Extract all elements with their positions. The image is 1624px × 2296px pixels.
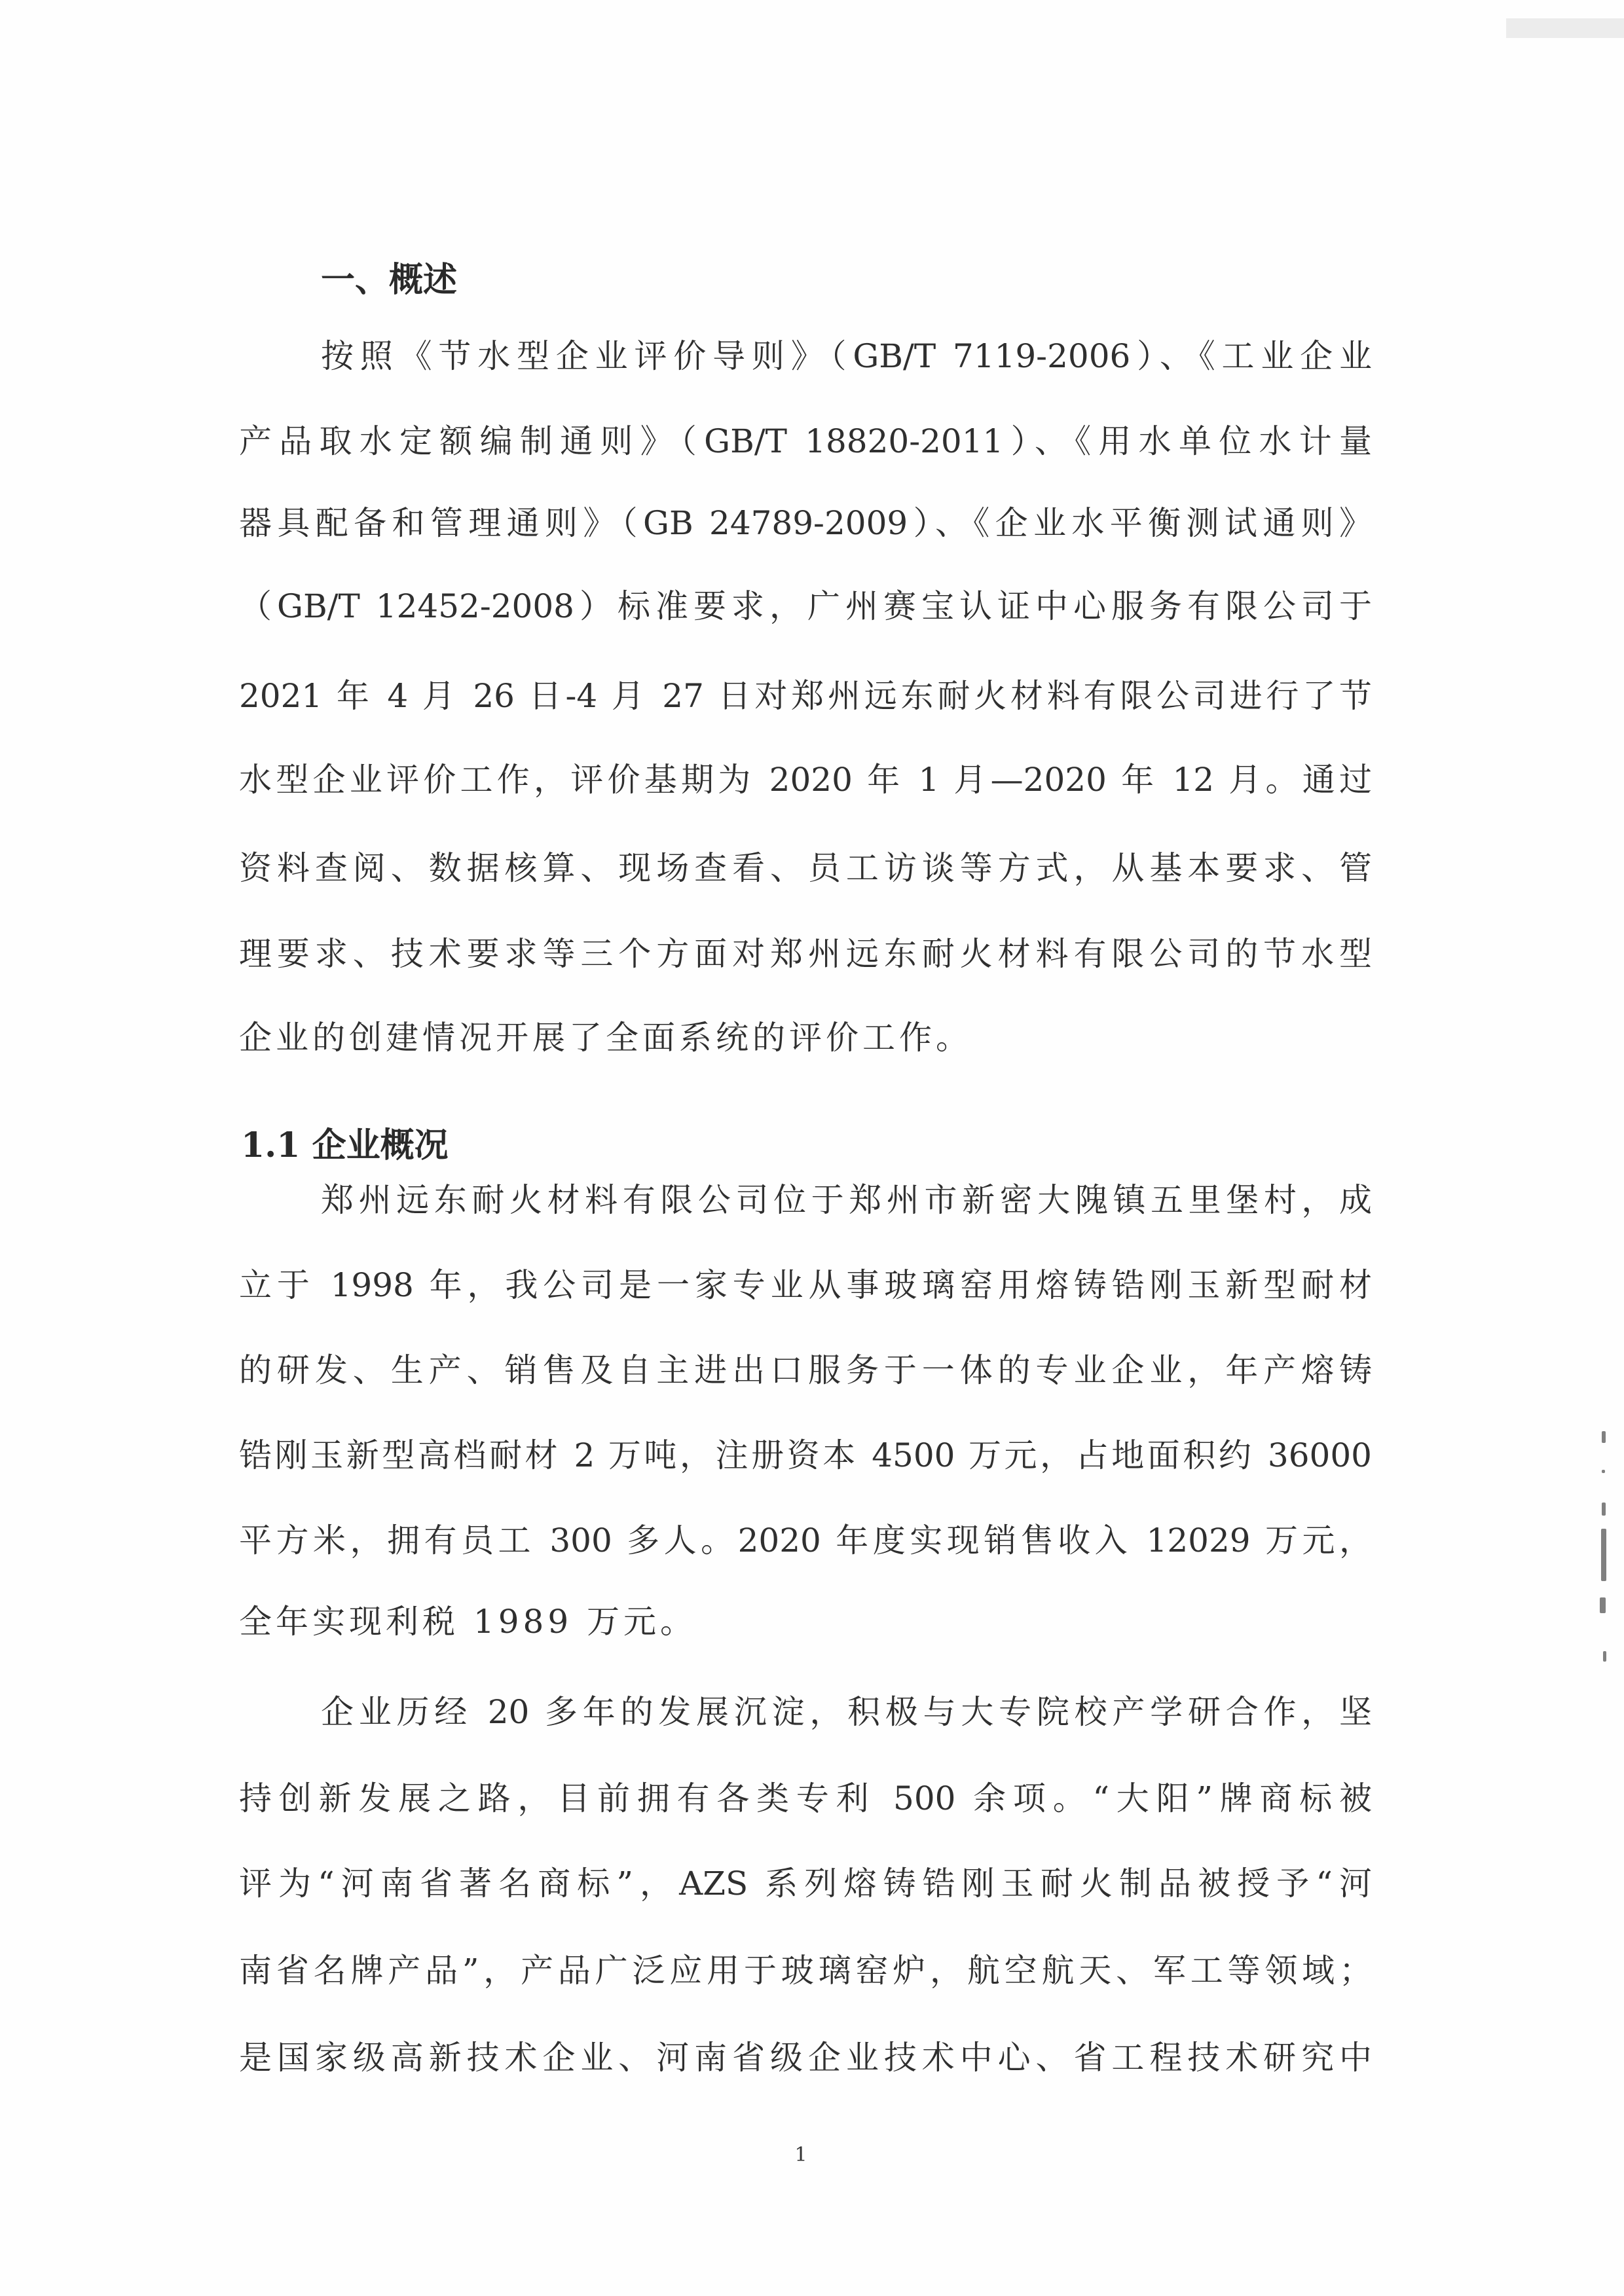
paragraph-line: 全年实现利税 1989 万元。 — [239, 1603, 697, 1641]
paragraph-line: 理要求、技术要求等三个方面对郑州远东耐火材料有限公司的节水型 — [239, 935, 1372, 973]
paragraph-line: 持创新发展之路，目前拥有各类专利 500 余项。“大阳”牌商标被 — [239, 1779, 1372, 1817]
paragraph-line: 资料查阅、数据核算、现场查看、员工访谈等方式，从基本要求、管 — [239, 849, 1372, 887]
page-number: 1 — [794, 2143, 807, 2166]
paragraph-line: 平方米，拥有员工 300 多人。2020 年度实现销售收入 12029 万元， — [239, 1522, 1372, 1559]
scan-speck — [1602, 1470, 1605, 1473]
scan-speck — [1600, 1597, 1606, 1613]
paragraph-line: 锆刚玉新型高档耐材 2 万吨，注册资本 4500 万元，占地面积约 36000 — [239, 1436, 1372, 1474]
paragraph-line: 产品取水定额编制通则》（GB/T 18820-2011）、《用水单位水计量 — [239, 422, 1372, 460]
scan-speck — [1601, 1529, 1606, 1581]
scan-speck — [1602, 1431, 1606, 1443]
paragraph-line: （GB/T 12452-2008）标准要求，广州赛宝认证中心服务有限公司于 — [239, 587, 1372, 625]
paragraph-line: 器具配备和管理通则》（GB 24789-2009）、《企业水平衡测试通则》 — [239, 504, 1372, 542]
section-heading: 一、概述 — [321, 260, 458, 300]
paragraph-line: 立于 1998 年，我公司是一家专业从事玻璃窑用熔铸锆刚玉新型耐材 — [239, 1266, 1372, 1304]
subsection-heading: 1.1 企业概况 — [241, 1125, 449, 1166]
paragraph-line: 郑州远东耐火材料有限公司位于郑州市新密大隗镇五里堡村，成 — [321, 1181, 1372, 1219]
paragraph-line: 南省名牌产品”，产品广泛应用于玻璃窑炉，航空航天、军工等领域； — [239, 1952, 1372, 1990]
paragraph-line: 评为“河南省著名商标”，AZS 系列熔铸锆刚玉耐火制品被授予“河 — [239, 1865, 1372, 1903]
paragraph-line: 企业的创建情况开展了全面系统的评价工作。 — [239, 1019, 972, 1057]
scan-smudge — [1506, 18, 1624, 38]
paragraph-line: 按照《节水型企业评价导则》（GB/T 7119-2006）、《工业企业 — [321, 337, 1372, 375]
paragraph-line: 是国家级高新技术企业、河南省级企业技术中心、省工程技术研究中 — [239, 2039, 1372, 2077]
paragraph-line: 水型企业评价工作，评价基期为 2020 年 1 月—2020 年 12 月。通过 — [239, 761, 1372, 799]
scan-speck — [1603, 1651, 1606, 1662]
scan-speck — [1602, 1503, 1606, 1516]
paragraph-line: 企业历经 20 多年的发展沉淀，积极与大专院校产学研合作，坚 — [321, 1693, 1372, 1731]
paragraph-line: 的研发、生产、销售及自主进出口服务于一体的专业企业，年产熔铸 — [239, 1351, 1372, 1389]
paragraph-line: 2021 年 4 月 26 日-4 月 27 日对郑州远东耐火材料有限公司进行了节 — [239, 677, 1372, 715]
